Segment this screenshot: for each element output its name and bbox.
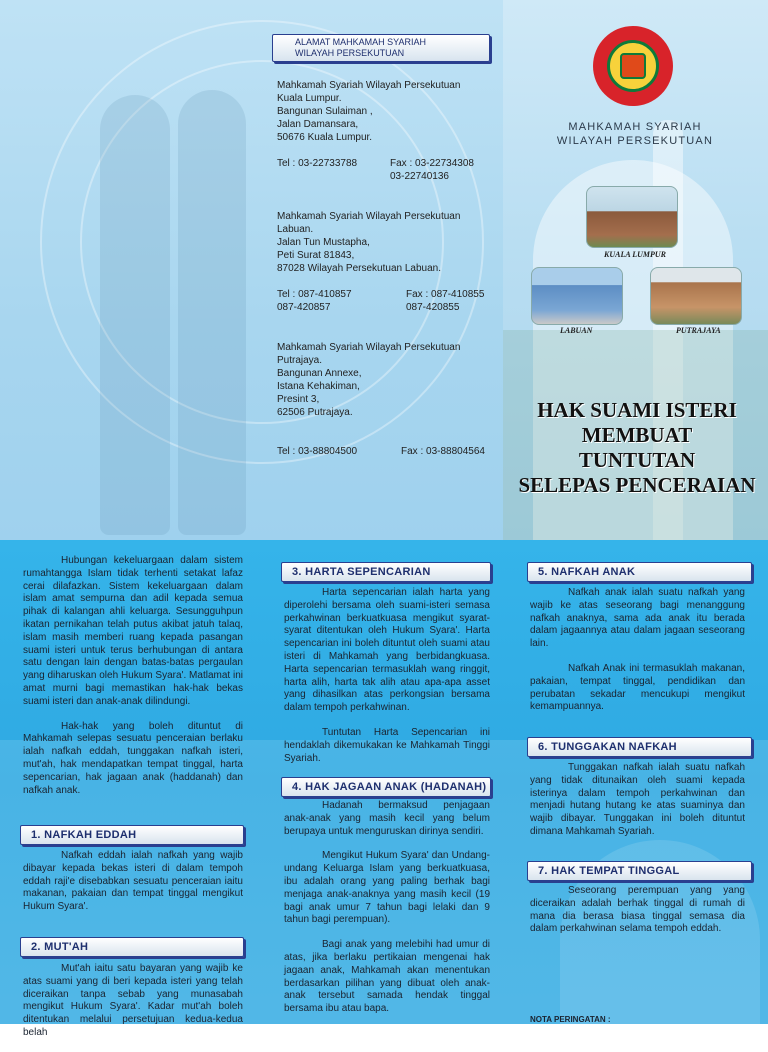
org-name <box>540 120 730 148</box>
photo-caption-kl: KUALA LUMPUR <box>604 250 667 259</box>
section-paragraph: Harta sepencarian ialah harta yang diperolehi bersama oleh suami-isteri semasa perkahwinan berkuatkuasa mengikut syarat-syarat ditentukan oleh Hukum Syara'. Harta sepencarian ini boleh dituntut oleh suami atau isteri di Mahkamah yang berbidangkuasa. Harta sepencarian termasuklah wang ringgit, harta alih, harta tak alih atau apa-apa asset yang dihasilkan atas perkongsian bersama dalam tempoh perkahwinan. <box>284 587 490 714</box>
photo-kuala-lumpur <box>586 186 678 248</box>
intro-paragraph: Hubungan kekeluargaan dalam sistem rumahtangga Islam tidak terhenti setakat lafaz cerai dilafazkan. Sistem kekeluargaan dalam islam amat sempurna dan adil kepada semua pihak di kalangan ahli keluarga. Sesungguhpun ikatan pernikahan telah putus akibat jatuh talaq, islam masih memberi ruang kepada pasangan suami isteri untuk terus berhubungan di antara satu dengan lain dengan batas-batas pergaulan yang diharuskan oleh Hukum Syara'. Matlamat ini amat murni bagi memastikan hak-hak bekas suami isteri dan anak-anak dilindungi. <box>23 555 243 707</box>
section-nafkah-eddah: 1. NAFKAH EDDAH <box>20 825 244 845</box>
section-paragraph: Nafkah Anak ini termasuklah makanan, pakaian, tempat tinggal, pendidikan dan perubatan sekadar mencukupi mengikut kemampuannya. <box>530 662 745 713</box>
section-text <box>530 762 745 851</box>
photo-caption-labuan: LABUAN <box>560 326 593 335</box>
address-putrajaya: Mahkamah Syariah Wilayah Persekutuan Putrajaya. Bangunan Annexe, Istana Kehakiman, Presint 3, 62506 Putrajaya. <box>277 342 461 418</box>
section-paragraph: Mut'ah iaitu satu bayaran yang wajib ke atas suami yang di beri kepada isteri yang telah diceraikan tanpa sebab yang munasabah mengikut Hukum Syara'. Kadar mut'ah boleh ditentukan melalui persetujuan kedua-kedua belah <box>23 963 243 1038</box>
section-nafkah-anak: 5. NAFKAH ANAK <box>527 562 752 582</box>
logo-crest-icon <box>607 40 659 92</box>
photo-labuan <box>531 267 623 325</box>
main-title <box>506 398 768 498</box>
photo-caption-putrajaya: PUTRAJAYA <box>676 326 721 335</box>
column-intro <box>23 555 243 809</box>
tel-labuan: Tel : 087-410857 087-420857 <box>277 289 352 313</box>
section-hak-tempat-tinggal: 7. HAK TEMPAT TINGGAL <box>527 861 752 881</box>
section-text <box>23 963 243 1052</box>
silhouette-figure <box>178 90 246 535</box>
section-paragraph: Seseorang perempuan yang yang diceraikan adalah berhak tinggal di rumah di mana dia berasa biasa tinggal semasa dia dalam perkahwinan selama tempoh eddah. <box>530 885 745 935</box>
title-line: MEMBUAT <box>581 423 693 447</box>
nota-peringatan: NOTA PERINGATAN : <box>530 1015 611 1024</box>
court-logo <box>593 26 673 106</box>
address-labuan: Mahkamah Syariah Wilayah Persekutuan Labuan. Jalan Tun Mustapha, Peti Surat 81843, 87028 Wilayah Persekutuan Labuan. <box>277 211 461 274</box>
title-line: SELEPAS PENCERAIAN <box>518 473 756 497</box>
tel-putrajaya: Tel : 03-88804500 <box>277 446 358 457</box>
section-paragraph: Nafkah anak ialah suatu nafkah yang wajib ke atas seseorang bagi menanggung nafkah anaknya, sama ada anak itu berada dalam jagaannya atau dalam jagaan seseorang lain. <box>530 587 745 650</box>
fax-kuala-lumpur: Fax : 03-22734308 03-22740136 <box>390 158 474 182</box>
address-header-line: WILAYAH PERSEKUTUAN <box>295 48 405 58</box>
section-text <box>284 800 490 1028</box>
section-text <box>23 850 243 926</box>
address-header-line: ALAMAT MAHKAMAH SYARIAH <box>295 37 427 47</box>
section-tunggakan-nafkah: 6. TUNGGAKAN NAFKAH <box>527 737 752 757</box>
section-paragraph: Hadanah bermaksud penjagaan anak-anak yang masih kecil yang belum berupaya untuk menguruskan dirinya sendiri. <box>284 800 490 837</box>
org-name-line: WILAYAH PERSEKUTUAN <box>556 135 714 147</box>
tel-kuala-lumpur: Tel : 03-22733788 <box>277 158 358 169</box>
org-name-line: MAHKAMAH SYARIAH <box>568 121 702 133</box>
intro-paragraph: Hak-hak yang boleh dituntut di Mahkamah selepas sesuatu penceraian berlaku ialah nafkah eddah, tunggakan nafkah isteri, mut'ah, hak mendapatkan tempat tinggal, harta sepencarian, hak jagaan anak (haddanah) dan nafkah anak. <box>23 720 243 796</box>
fax-labuan: Fax : 087-410855 087-420855 <box>406 289 485 313</box>
section-text <box>530 885 745 948</box>
section-paragraph: Mengikut Hukum Syara' dan Undang-undang Keluarga Islam yang berkuatkuasa, ibu adalah orang yang paling berhak bagi menjaga anak-anaknya yang masih kecil (19 bagi anak umur 7 tahun bagi lelaki dan 9 tahun bagi perempuan). <box>284 850 490 926</box>
title-line: HAK SUAMI ISTERI <box>537 398 737 422</box>
section-paragraph: Nafkah eddah ialah nafkah yang wajib dibayar kepada bekas isteri di dalam tempoh eddah raji'e disebabkan sesuatu penceraian iaitu makanan, pakaian dan tempat tinggal mengikut Hukum Syara'. <box>23 850 243 913</box>
section-paragraph: Tunggakan nafkah ialah suatu nafkah yang tidak ditunaikan oleh suami kepada isterinya dalam tempoh perkahwinan dan menjadi hutang hutang ke atas suaminya dan wajib dibayar. Tunggakan ini boleh dituntut dimana Mahkamah Syariah. <box>530 762 745 837</box>
section-hak-jagaan-anak: 4. HAK JAGAAN ANAK (HADANAH) <box>281 777 491 797</box>
silhouette-figure <box>100 95 170 535</box>
section-mutah: 2. MUT'AH <box>20 937 244 957</box>
photo-putrajaya <box>650 267 742 325</box>
title-line: TUNTUTAN <box>578 448 696 472</box>
fax-putrajaya: Fax : 03-88804564 <box>401 446 485 457</box>
section-paragraph: Bagi anak yang melebihi had umur di atas, jika berlaku pertikaian mengenai hak jagaan anak, Mahkamah akan menentukan berdasarkan pilihan yang dibuat oleh anak-anak tersebut samada hendak tinggal bersama ibu atau bapa. <box>284 939 490 1015</box>
address-kuala-lumpur: Mahkamah Syariah Wilayah Persekutuan Kuala Lumpur. Bangunan Sulaiman , Jalan Damansara, 50676 Kuala Lumpur. <box>277 80 461 143</box>
section-text <box>530 587 745 726</box>
address-header <box>272 34 490 62</box>
section-text <box>284 587 490 777</box>
section-harta-sepencarian: 3. HARTA SEPENCARIAN <box>281 562 491 582</box>
section-paragraph: Tuntutan Harta Sepencarian ini hendaklah dikemukakan ke Mahkamah Tinggi Syariah. <box>284 726 490 764</box>
